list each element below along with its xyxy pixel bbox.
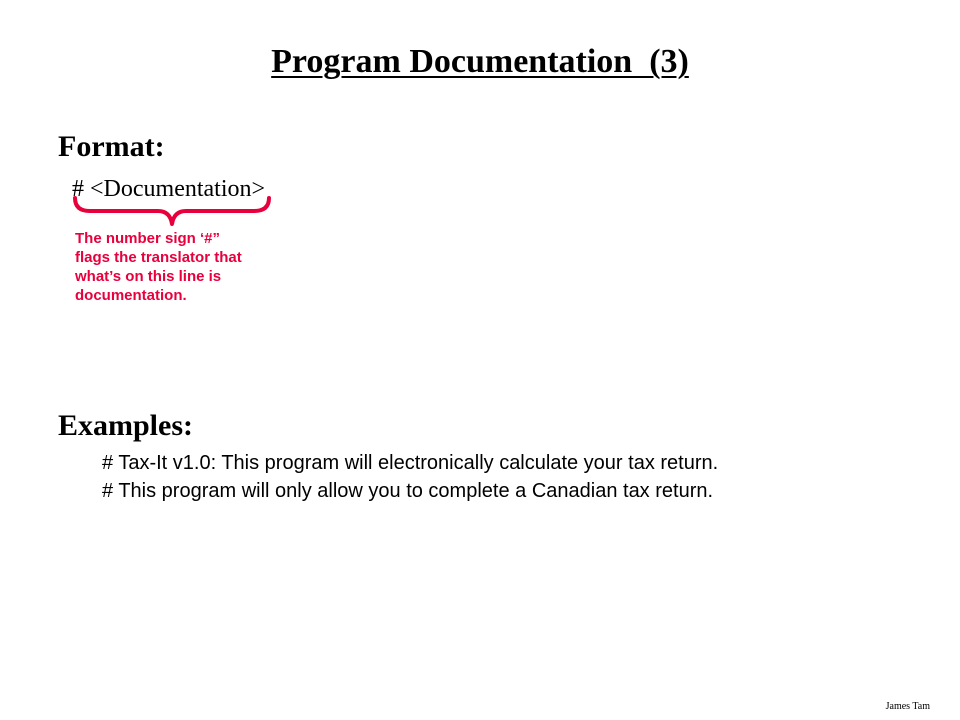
slide-title: Program Documentation (3) xyxy=(271,43,689,80)
examples-heading: Examples: xyxy=(58,409,193,442)
brace-shape xyxy=(75,198,269,224)
slide-title-container xyxy=(0,42,960,82)
author-footer: James Tam xyxy=(885,701,930,712)
format-heading: Format: xyxy=(58,130,165,163)
annotation-line: The number sign ‘#” xyxy=(75,230,221,247)
annotation-line: what’s on this line is xyxy=(75,268,222,285)
format-syntax: # <Documentation> xyxy=(72,176,266,202)
annotation-callout xyxy=(75,229,305,305)
annotation-line: documentation. xyxy=(75,287,187,304)
annotation-line: flags the translator that xyxy=(75,249,242,266)
example-line: # Tax-It v1.0: This program will electronically calculate your tax return. xyxy=(102,452,719,474)
example-line: # This program will only allow you to complete a Canadian tax return. xyxy=(102,480,714,502)
